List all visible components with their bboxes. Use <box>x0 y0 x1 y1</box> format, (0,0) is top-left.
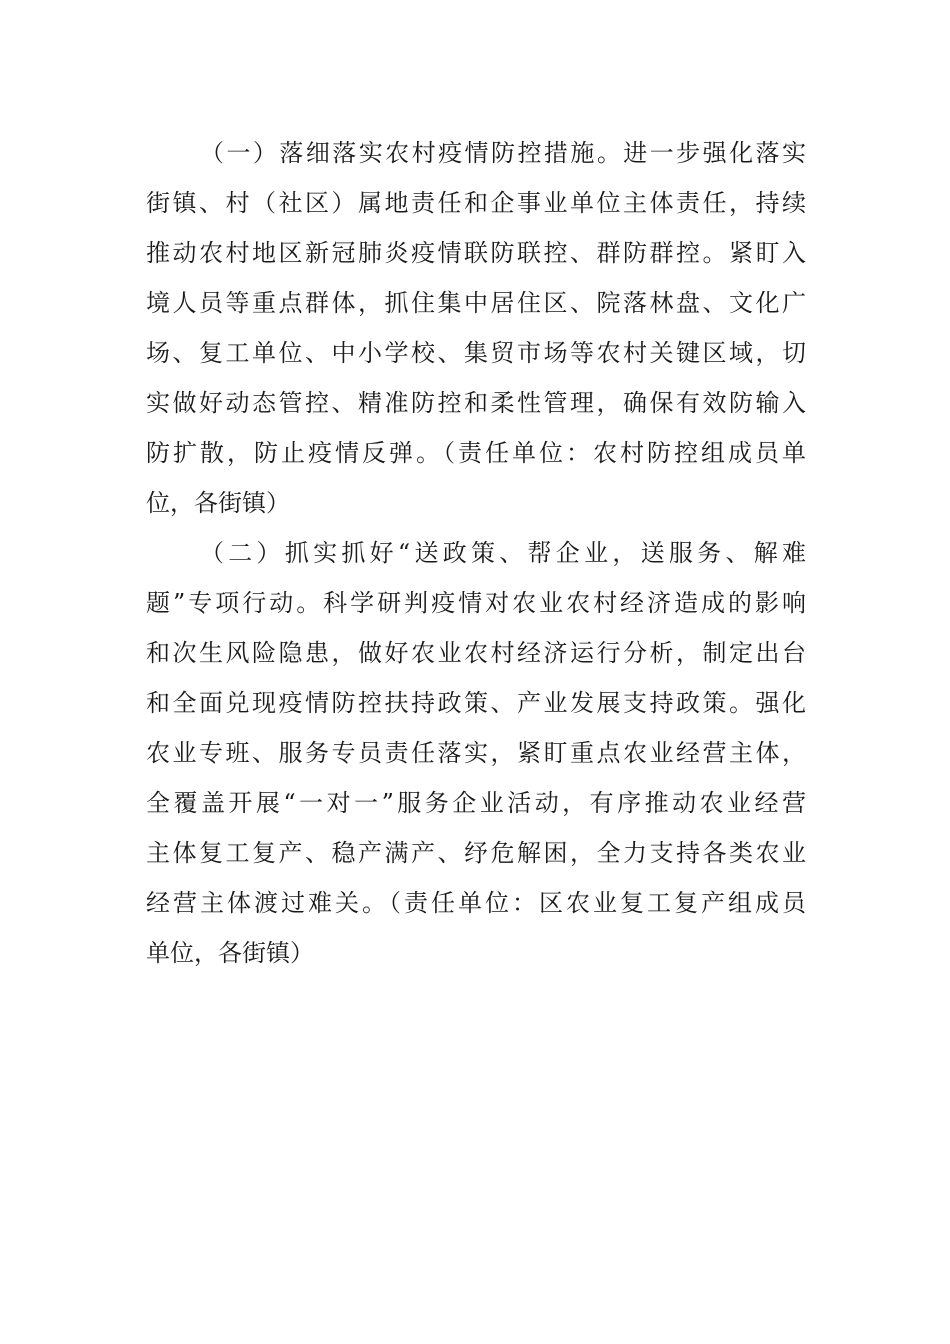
paragraph-line: 和次生风险隐患，做好农业农村经济运行分析，制定出台 <box>146 639 806 667</box>
paragraph-line: 境人员等重点群体，抓住集中居住区、院落林盘、文化广 <box>146 289 806 317</box>
paragraph-line: 题”专项行动。科学研判疫情对农业农村经济造成的影响 <box>146 589 806 617</box>
paragraph-line: 实做好动态管控、精准防控和柔性管理，确保有效防输入 <box>146 389 806 417</box>
paragraph-line: 推动农村地区新冠肺炎疫情联防联控、群防群控。紧盯入 <box>146 239 806 267</box>
paragraph-line: 全覆盖开展“一对一”服务企业活动，有序推动农业经营 <box>146 789 806 817</box>
paragraph-line: 位，各街镇） <box>146 489 290 517</box>
paragraph-line: 农业专班、服务专员责任落实，紧盯重点农业经营主体， <box>146 739 806 767</box>
paragraph-line: 街镇、村（社区）属地责任和企事业单位主体责任，持续 <box>146 189 806 217</box>
paragraph-line: 主体复工复产、稳产满产、纾危解困，全力支持各类农业 <box>146 839 806 867</box>
paragraph-2 <box>146 528 806 978</box>
paragraph-line: （二）抓实抓好“送政策、帮企业，送服务、解难 <box>200 539 806 567</box>
paragraph-line: （一）落细落实农村疫情防控措施。进一步强化落实 <box>200 139 806 167</box>
paragraph-line: 经营主体渡过难关。（责任单位：区农业复工复产组成员 <box>146 889 806 917</box>
document-body <box>146 128 806 978</box>
paragraph-line: 防扩散，防止疫情反弹。（责任单位：农村防控组成员单 <box>146 439 806 467</box>
paragraph-1 <box>146 128 806 528</box>
paragraph-line: 单位，各街镇） <box>146 939 314 967</box>
paragraph-line: 场、复工单位、中小学校、集贸市场等农村关键区域，切 <box>146 339 806 367</box>
paragraph-line: 和全面兑现疫情防控扶持政策、产业发展支持政策。强化 <box>146 689 806 717</box>
